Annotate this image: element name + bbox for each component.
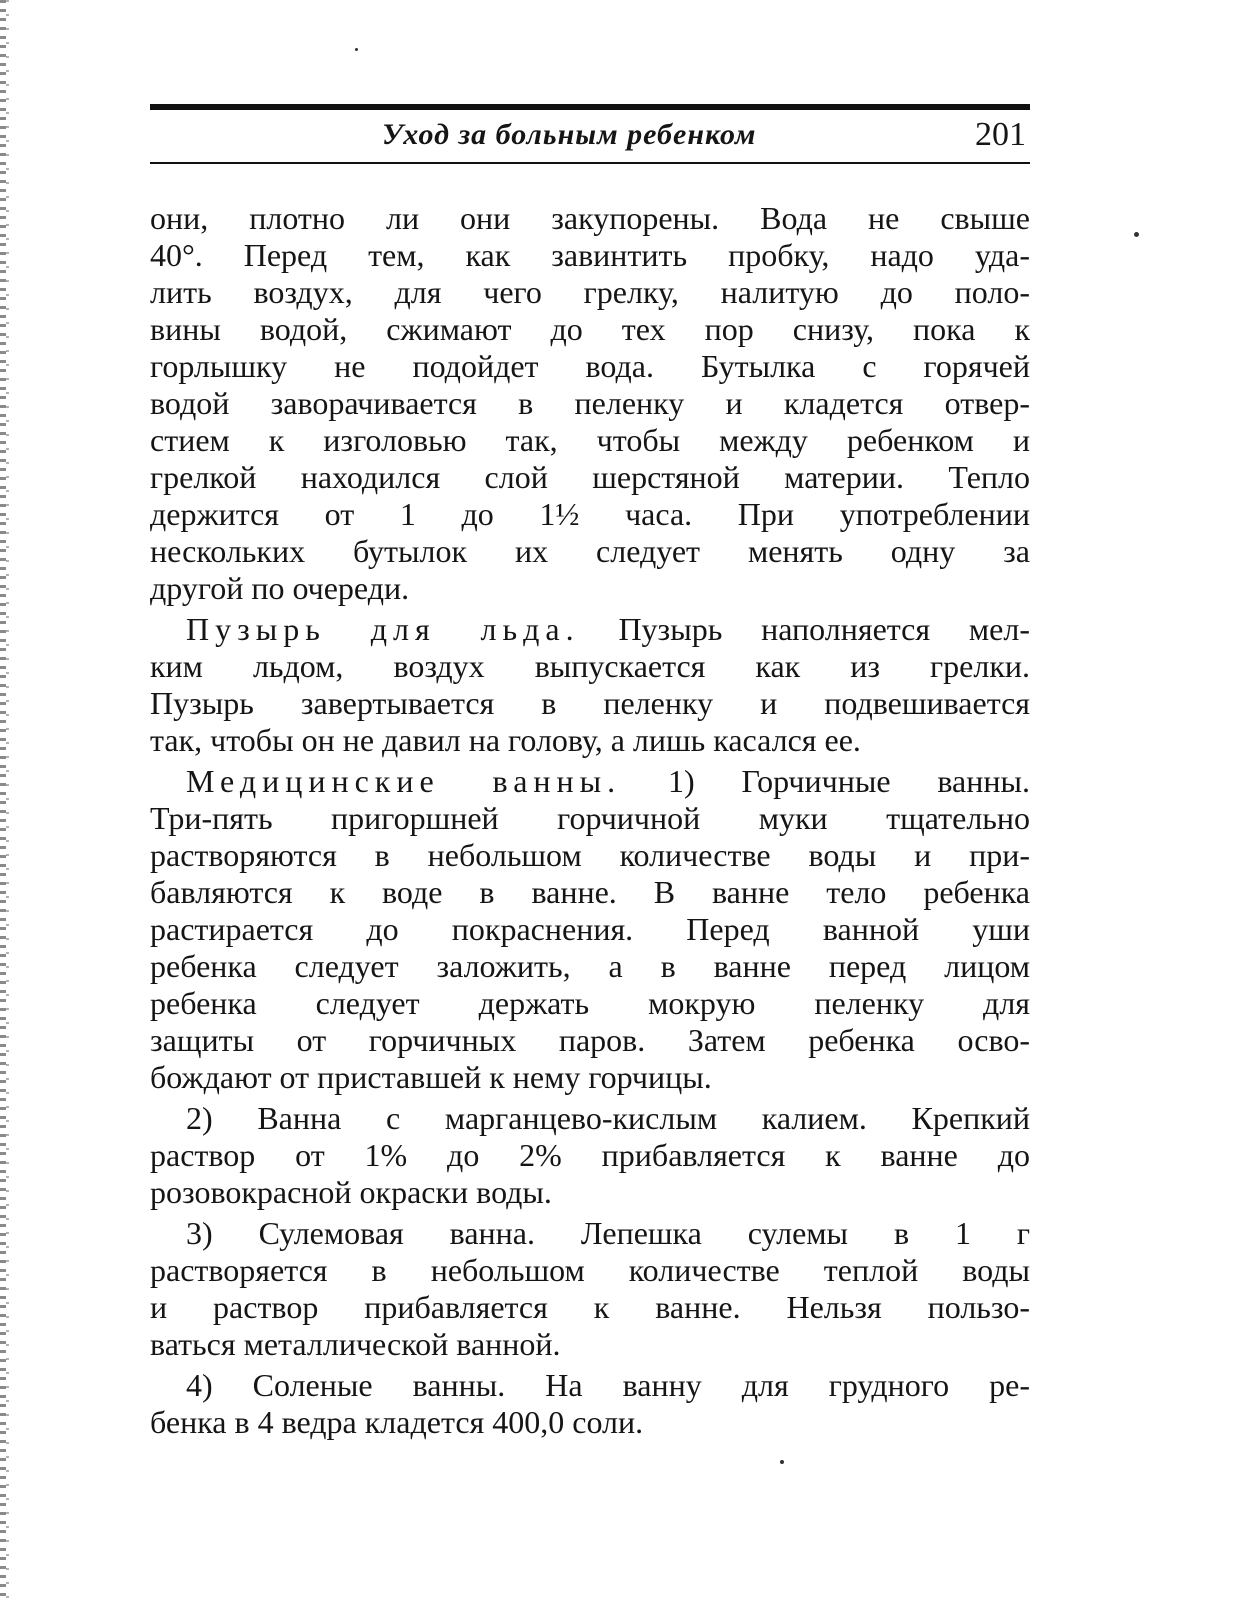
text-line: 2) Ванна с марганцево-кислым калием. Крепкий bbox=[186, 1100, 1030, 1136]
text-line: горлышку не подойдет вода. Бутылка с горячей bbox=[150, 348, 1030, 384]
text-line: 4) Соленые ванны. На ванну для грудного ре- bbox=[186, 1367, 1030, 1403]
section-heading: Пузырь для льда. bbox=[186, 611, 580, 647]
text-line: раствор от 1% до 2% прибавляется к ванне до bbox=[150, 1137, 1030, 1173]
text-line: растирается до покраснения. Перед ванной уши bbox=[150, 911, 1030, 947]
scan-edge-shadow-inner bbox=[6, 0, 9, 1600]
text-line: водой заворачивается в пеленку и кладется отвер- bbox=[150, 385, 1030, 421]
paragraph bbox=[150, 200, 1030, 607]
text-line: бенка в 4 ведра кладется 400,0 соли. bbox=[150, 1404, 644, 1440]
running-title: Уход за больным ребенком bbox=[382, 118, 757, 151]
text-line: ким льдом, воздух выпускается как из грелки. bbox=[150, 648, 1030, 684]
text-run: 1) Горчичные ванны. bbox=[621, 763, 1030, 799]
text-line: нескольких бутылок их следует менять одну за bbox=[150, 533, 1030, 569]
text-line bbox=[150, 611, 1030, 648]
paragraph bbox=[150, 1215, 1030, 1363]
paragraph bbox=[150, 1100, 1030, 1211]
scan-speck bbox=[355, 48, 358, 51]
text-line: розовокрасной окраски воды. bbox=[150, 1174, 552, 1210]
text-line: лить воздух, для чего грелку, налитую до поло- bbox=[150, 274, 1030, 310]
running-header bbox=[150, 116, 1030, 160]
section-heading: Медицинские ванны. bbox=[186, 763, 622, 799]
paragraph bbox=[150, 611, 1030, 759]
text-line: ребенка следует держать мокрую пеленку для bbox=[150, 985, 1030, 1021]
text-line: бождают от приставшей к нему горчицы. bbox=[150, 1059, 712, 1095]
text-line: держится от 1 до 1½ часа. При употреблении bbox=[150, 496, 1030, 532]
text-line bbox=[150, 763, 1030, 800]
paragraph bbox=[150, 763, 1030, 1096]
scan-speck bbox=[1134, 232, 1139, 237]
header-rule-top bbox=[150, 104, 1030, 110]
text-line: 40°. Перед тем, как завинтить пробку, надо уда- bbox=[150, 237, 1030, 273]
text-line: стием к изголовью так, чтобы между ребенком и bbox=[150, 422, 1030, 458]
body-text bbox=[150, 200, 1030, 1441]
paragraph bbox=[150, 1367, 1030, 1441]
text-line: бавляются к воде в ванне. В ванне тело ребенка bbox=[150, 874, 1030, 910]
page-number: 201 bbox=[975, 116, 1026, 153]
text-line: Пузырь завертывается в пеленку и подвешивается bbox=[150, 685, 1030, 721]
header-rule-bottom bbox=[150, 162, 1030, 164]
text-run: Пузырь наполняется мел- bbox=[579, 611, 1030, 647]
text-line: ваться металлической ванной. bbox=[150, 1326, 561, 1362]
text-line: вины водой, сжимают до тех пор снизу, пока к bbox=[150, 311, 1030, 347]
text-line: так, чтобы он не давил на голову, а лишь касался ее. bbox=[150, 722, 861, 758]
text-line: растворяется в небольшом количестве теплой воды bbox=[150, 1252, 1030, 1288]
text-line: ребенка следует заложить, а в ванне перед лицом bbox=[150, 948, 1030, 984]
text-line: растворяются в небольшом количестве воды и при- bbox=[150, 837, 1030, 873]
text-line: другой по очереди. bbox=[150, 570, 410, 606]
text-line: они, плотно ли они закупорены. Вода не свыше bbox=[150, 200, 1030, 236]
scan-speck bbox=[780, 1460, 784, 1464]
text-line: и раствор прибавляется к ванне. Нельзя пользо- bbox=[150, 1289, 1030, 1325]
text-line: 3) Сулемовая ванна. Лепешка сулемы в 1 г bbox=[186, 1215, 1030, 1251]
text-line: грелкой находился слой шерстяной материи. Тепло bbox=[150, 459, 1030, 495]
text-line: Три-пять пригоршней горчичной муки тщательно bbox=[150, 800, 1030, 836]
text-line: защиты от горчичных паров. Затем ребенка осво- bbox=[150, 1022, 1030, 1058]
